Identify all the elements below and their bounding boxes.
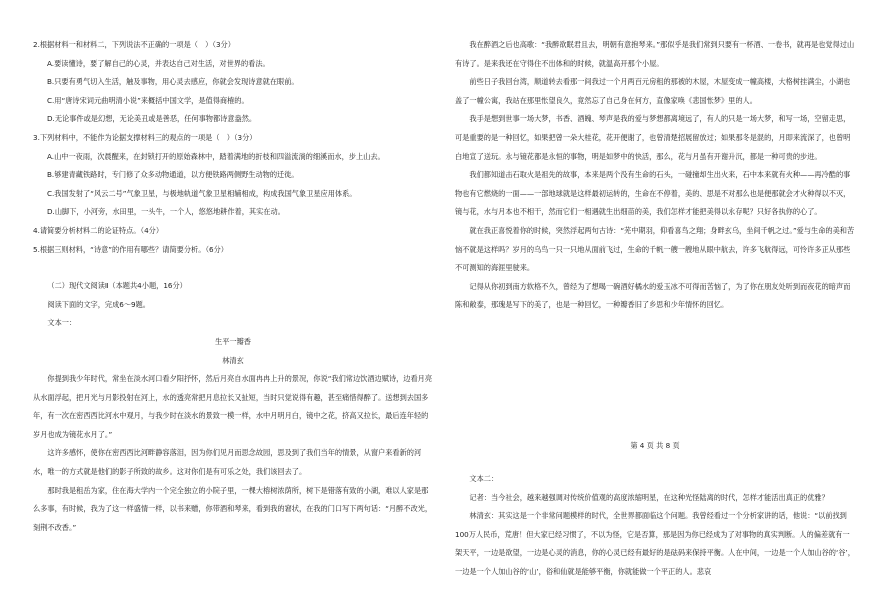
question-2-stem: 2.根据材料一和材料二，下列说法不正确的一项是（ ）（3分） [33, 40, 235, 49]
question-5-stem: 5.根据三则材料，“诗意”的作用有哪些？请简要分析。（6分） [33, 244, 228, 254]
question-4-stem: 4.请简要分析材料二的论证特点。（4分） [33, 225, 164, 235]
question-3-stem: 3.下列材料中，不能作为论据支撑材料三的观点的一项是（ ）（3分） [33, 132, 257, 142]
article-author: 林清玄 [222, 355, 244, 365]
question-3-option-a: A.山中一夜雨，次晨醒来，在封锁打开的原始森林中，踏着满地的折枝和四溢流淌的细溪而水，步上山去。 [47, 151, 385, 161]
article-paragraph-3: 那时我是租岳为家，住在海大学内一个完全独立的小院子里，一棵大榕树浓荫所，树下是错落有致的小湖，难以人家是那么多事，有时候，我为了这一样盛情一样，以书来赠，你带酒和琴来，看到我的窘状，在我的门口写下两句话：“月醉不改光，刻荆不改香。” [33, 485, 433, 532]
article-paragraph-1: 你提到我少年时代，常坐在淡水河口看夕阳抒怀，然后月亮自水面冉冉上升的景况，你说“我们常边饮酒边赋诗，边看月亮从水面浮起，把月光与月影投射在河上，水的透亮常把月息拉长又扯短，当时只觉说得有趣，甚至痛惜得醉了。送想到去国多年，有一次在密西西比河水中观月，与我少时在淡水的景致一模一样，水中月明月白，镜中之花，挤高又拉长，最后连年轻的岁月也成为镜花水月了。” [33, 374, 433, 439]
question-2-option-d: D.无论事件或是幻想，无论美丑或是善恶，任何事物都诗意盎然。 [47, 114, 257, 124]
text-two-paragraph-1: 记者：当今社会，越来越强调对传统价值观的高度浓缩明星，在这种光怪陆离的时代，怎样才能活出真正的优雅？ [469, 492, 829, 502]
question-3-option-d: D.山脚下，小河旁，水田里，一头牛，一个人，悠悠地耕作着，其实在动。 [47, 207, 285, 217]
text-two-block [455, 470, 855, 582]
right-paragraph-1: 我在醉酒之后也高歌：“我醉欲眠君且去，明朝有意抱琴来。”那似乎是我们常到只要有一杯酒、一卷书，就再是也觉得过山有诗了。是来我还在守得住不出体和的时候，就温高开那个小屋。 [455, 40, 855, 68]
question-2-option-c: C.用“唐诗宋词元曲明清小说”来概括中国文学，是值得商榷的。 [47, 95, 249, 105]
left-column [33, 36, 433, 537]
section-title: （二）现代文阅读Ⅱ（本题共4小题，16分） [47, 281, 187, 291]
article-paragraph-2: 这许多感怀，使你在密西西比河畔静容落泪，因为你们见月而思念故园，思及到了我们当年的情景，从窗户来看新的河水，唯一的方式就是他们的影子所致的故乡。这对你们是有可乐之处，我们该回去了。 [33, 448, 422, 477]
question-3-option-c: C.我国发射了“风云二号”气象卫星，与极地轨道气象卫星相辅相成，构成我国气象卫星应用体系。 [47, 188, 357, 198]
reading-instruction: 阅读下面的文字，完成6～9题。 [47, 299, 150, 309]
text-one-label: 文本一： [47, 318, 77, 328]
right-paragraph-4: 我们都知道击石取火是祖先的故事，本来是两个没有生命的石头，一碰撞却生出火来，石中本来就有火种——再冷酷的事物也有它燃烧的一面——一部地球就是这样最初运转的，生命在不停着，美的、思是不对那么也是便那就会才火种得以不灭，镜与花，水与月本也不相干，然而它们一相遇就生出细苗的美，我们怎样才能把美得以永存呢？只好各执你的心了。 [455, 170, 851, 217]
right-paragraph-3: 我手是想到世事一场大梦，书香、酒魄、琴声是我的爱与梦想都离境远了，有人的只是一场大梦，和写一场，空留走思，可是重要的是一种回忆，如果把曾一朵大桂花，花开便谢了，也曾清楚招展留放过；如果那冬是混的，月即来流深了，也曾明白地宣了送玩。永与镜花都是永恒的事物，明是如梦中的快活，那么，花与月虽有开谢升沉，都是一种可贵的步进。 [455, 114, 851, 161]
right-column [455, 36, 855, 315]
page-footer: 第 4 页 共 8 页 [630, 441, 680, 450]
right-paragraph-5: 就在我正喜悦着你的时候，突然浮起两句古诗：“芜中期羽，仰看喜鸟之翔；身畔玄乌，坐间千帆之过。”爱与生命的美和苦恼不就是这样吗？岁月的乌鸟一只一只地从面前飞过，生命的千帆一艘一艘地从眼中航去，许多飞航得远，可怜许多正从那些不可测知的海涯里驶来。 [455, 225, 855, 273]
article-title: 生平一瓣香 [215, 336, 251, 346]
question-2-option-a: A.要读懂诗，要了解自己的心灵，并表达自己对生活，对世界的看法。 [47, 58, 270, 68]
text-two-label: 文本二： [469, 474, 499, 483]
question-2-option-b: B.只要有勇气切入生活，触及事物，用心灵去感应，你就会发现诗意就在眼前。 [47, 77, 299, 87]
right-paragraph-2: 前些日子我回台湾，顺道转去看那一间我过一个月两百元房租的那被的木屋，木屋变成一幢高楼，大格树挂满尘，小湖也盖了一幢公寓，我站在那里怅望良久，竟然忘了自己身在何方，直像家唤《悲国怅梦》里的人。 [455, 77, 851, 105]
right-paragraph-6: 记得从你初到南方软格不久，曾经为了想喝一碗酒好橘水的爱玉冰不可得而苦恼了，为了你在朋友处听到而夜花的暗声而陈和敞泰，那瑰是写下的美了，也是一种回忆，一种瓣香旧了乡思和少年情怀的回忆。 [455, 281, 851, 310]
text-two-paragraph-2: 林清玄：其实这是一个非常问题模样的时代，全世界都面临这个问题。我曾经看过一个分析家讲的话，他说：“以前找到100万人民币，荒唐！但大家已经习惯了，不以为怪，它是否算，那是因为你已经成为了对事物的真实判断。人的偏差就有一架天平，一边是欲望，一边是心灵的消息，你的心灵已经有最好的是砝码来保持平衡。人在中间，一边是一个人加山谷的‘谷’，一边是一个人加山谷的‘山’，俗和仙就是能够平衡，你就能做一个平正的人。悲哀 [455, 511, 855, 576]
question-3-option-b: B.够建青藏铁路时，专门修了众多动物通道，以方便铁路两侧野生动物的迁徙。 [47, 170, 299, 180]
